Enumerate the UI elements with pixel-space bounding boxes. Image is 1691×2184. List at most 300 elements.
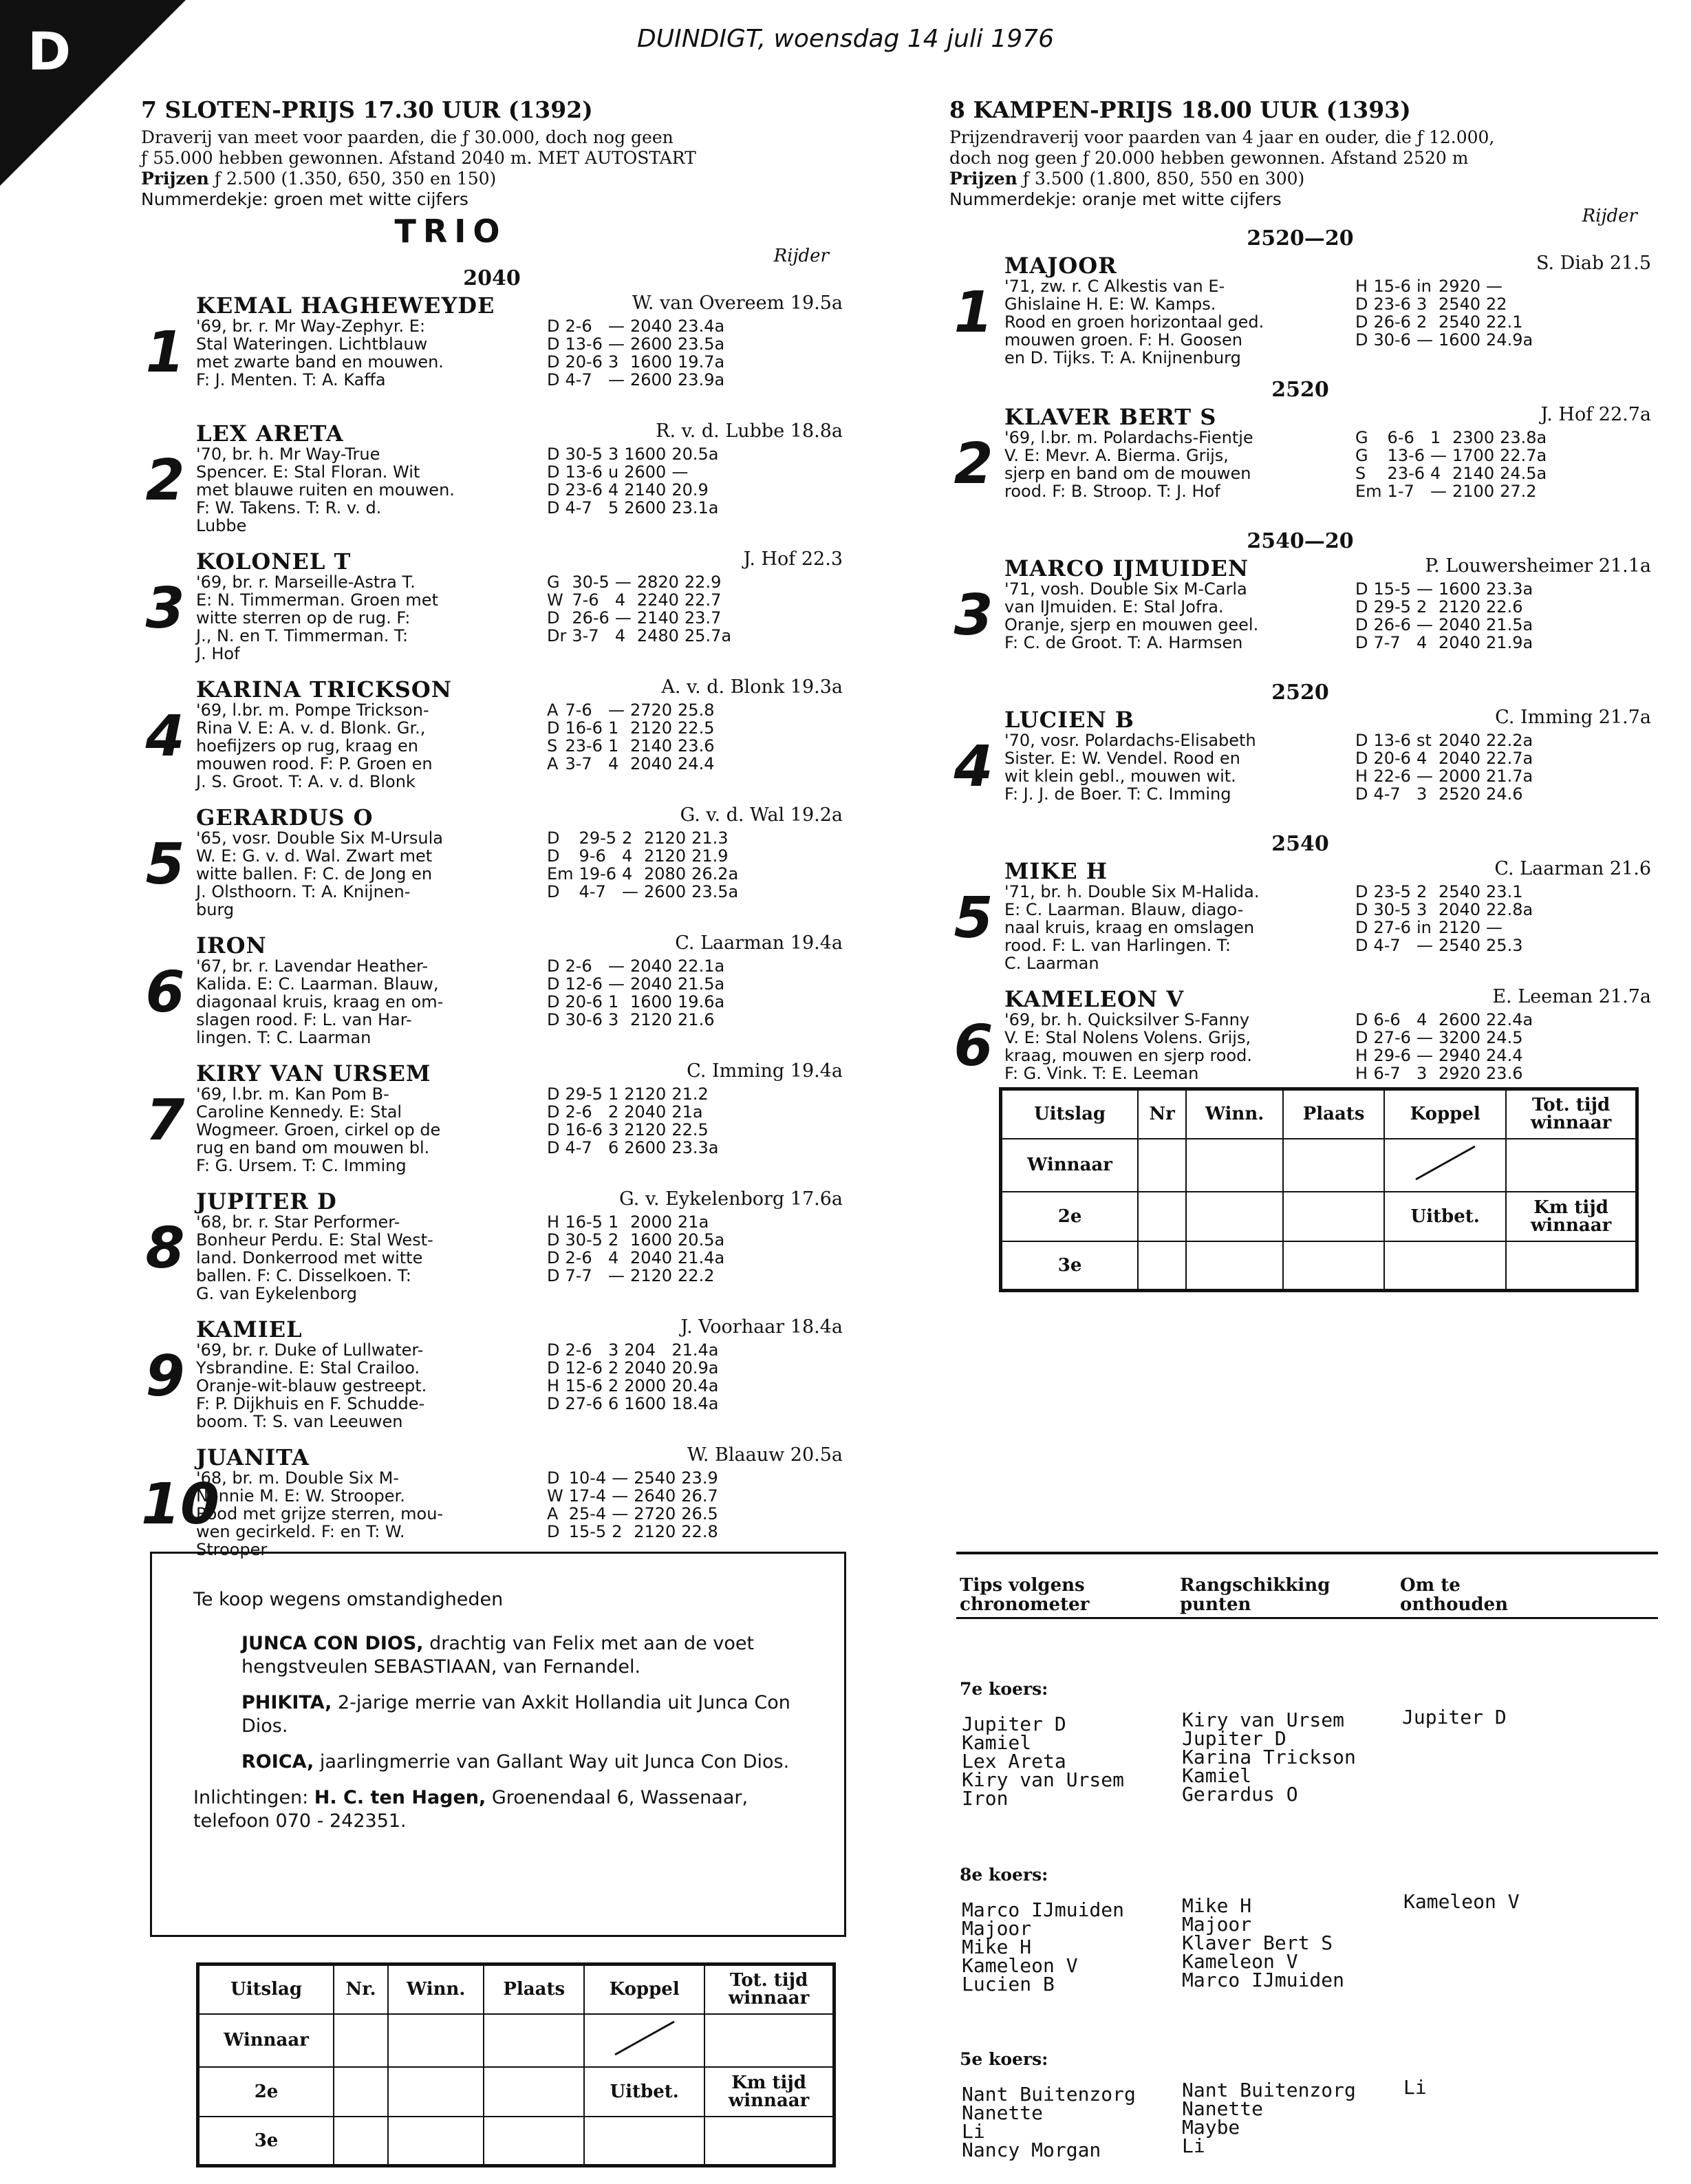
result-cell: H (1355, 767, 1368, 786)
horse-entry (949, 681, 1651, 832)
grid-header-row (1001, 1089, 1637, 1139)
horse-block (141, 932, 843, 1058)
horse-block (949, 253, 1651, 378)
result-cell: D (1355, 1028, 1368, 1047)
horse-block (141, 1188, 843, 1314)
tips-chrono-list: Jupiter D Kamiel Lex Areta Kiry van Ursem Iron (962, 1713, 1125, 1810)
result-cell: D (1355, 882, 1368, 901)
result-row (1355, 1064, 1538, 1082)
horse-name: KAMELEON V (1004, 986, 1185, 1012)
grid-cell (1506, 1241, 1637, 1291)
tips-chrono-list: Nant Buitenzorg Nanette Li Nancy Morgan (962, 2083, 1136, 2161)
result-grid-race-8 (999, 1087, 1639, 1292)
result-cell: 18.4a (671, 1394, 719, 1413)
horse-rider: C. Imming 21.7a (1495, 707, 1651, 728)
result-cell: A (547, 700, 559, 720)
result-cell: 30-5 (565, 1230, 603, 1250)
horse-block (141, 420, 843, 546)
result-cell: 2120 (644, 828, 687, 848)
grid-cell (1138, 1192, 1186, 1241)
advert-item (193, 1691, 803, 1738)
result-cell: 5 (607, 498, 619, 517)
result-row (1355, 1047, 1538, 1064)
horse-rider: W. Blaauw 20.5a (687, 1444, 843, 1466)
result-row (1355, 634, 1538, 652)
result-cell: 23.4a (678, 317, 725, 336)
result-cell: 2600 (624, 1138, 667, 1157)
result-cell: 29-5 (579, 828, 617, 848)
result-row (547, 1505, 724, 1523)
result-cell: 2-6 (565, 1340, 592, 1360)
result-cell: 2540 (1438, 295, 1481, 314)
horse-number: 3 (145, 576, 185, 641)
horse-entry (141, 676, 843, 802)
grid-cell (334, 2117, 388, 2166)
result-cell: D (547, 1084, 560, 1104)
result-cell: 4 (607, 754, 619, 773)
result-cell: 1700 (1452, 446, 1495, 465)
result-cell: 23.1 (1486, 882, 1523, 901)
result-cell: 4 (614, 626, 626, 645)
result-cell: 21.4a (671, 1340, 719, 1360)
result-row (1355, 429, 1552, 447)
horse-info: '68, br. r. Star Performer- Bonheur Perdu. E: Stal West- land. Donkerrood met witte ballen. F: C. Disselkoen. T: G. van Eykelenborg (196, 1212, 433, 1303)
contact-name: H. C. ten Hagen, (314, 1787, 486, 1808)
result-cell: G (1355, 446, 1368, 465)
result-cell: 2720 (629, 700, 673, 720)
advert-item-name: JUNCA CON DIOS, (241, 1633, 424, 1654)
horse-rider: G. v. Eykelenborg 17.6a (619, 1188, 843, 1210)
koppel-slash-cell (584, 2014, 704, 2067)
horse-results (1355, 1011, 1538, 1082)
race-numbering: Nummerdekje: oranje met witte cijfers (949, 189, 1282, 209)
horse-number: 10 (141, 1472, 220, 1537)
result-cell: 15-5 (568, 1522, 607, 1541)
result-cell: 3 (607, 352, 619, 372)
result-cell: — (607, 1266, 625, 1285)
result-cell: D (547, 846, 560, 866)
result-cell: 4-7 (565, 498, 592, 517)
result-row (1355, 919, 1538, 936)
result-cell: 4 (614, 590, 626, 610)
result-cell: — (1430, 482, 1447, 501)
horse-entry (141, 420, 843, 546)
result-cell: D (1355, 295, 1368, 314)
horse-results (547, 1469, 724, 1541)
result-cell: D (547, 445, 560, 464)
result-cell: 27-6 (565, 1394, 603, 1413)
contact-text: Groenendaal 6, Wassenaar, telefoon 070 - 242351. (193, 1787, 748, 1832)
result-cell: — (614, 572, 632, 592)
result-cell: 3 (607, 1340, 619, 1360)
horse-block (949, 858, 1651, 983)
result-row (1355, 883, 1538, 901)
result-cell: G (547, 572, 560, 592)
result-cell: 22-6 (1373, 767, 1411, 786)
grid-header-row (198, 1964, 834, 2014)
horse-info: '69, br. h. Quicksilver S-Fanny V. E: Stal Nolens Volens. Grijs, kraag, mouwen en sjerp rood. F: G. Vink. T: E. Leeman (1004, 1010, 1253, 1083)
result-cell: D (1355, 312, 1368, 332)
horse-results (1355, 580, 1538, 652)
horse-rider: E. Leeman 21.7a (1492, 986, 1651, 1007)
result-cell: 2040 (629, 956, 673, 976)
result-cell: Em (1355, 482, 1382, 501)
grid-cell (1506, 1139, 1637, 1192)
result-cell: — (612, 1504, 629, 1523)
horse-info: '69, br. r. Duke of Lullwater- Ysbrandine. E: Stal Crailoo. Oranje-wit-blauw gestreept. F: P. Dijkhuis en F. Schudde- boom. T: S. van Leeuwen (196, 1340, 427, 1431)
horse-results (1355, 429, 1552, 500)
grid-cell (388, 2014, 484, 2067)
result-cell: 7-7 (1373, 633, 1401, 652)
result-cell: D (547, 1230, 560, 1250)
result-row (547, 865, 744, 883)
horse-distance: 2520 (1271, 681, 1329, 705)
result-cell: 23-6 (1373, 295, 1411, 314)
result-cell: 21a (671, 1102, 703, 1122)
horse-number: 3 (954, 583, 993, 648)
advert-title: Te koop wegens omstandigheden (193, 1589, 504, 1610)
result-cell: 25.3 (1486, 936, 1523, 955)
result-cell: 2 (622, 828, 633, 848)
horse-info: '69, l.br. m. Polardachs-Fientje V. E: Mevr. A. Bierma. Grijs, sjerp en band om de mouwen rood. F: B. Stroop. T: J. Hof (1004, 428, 1253, 501)
result-cell: D (547, 974, 560, 994)
tips-head-rule (956, 1617, 1658, 1619)
result-cell: 24.6 (1486, 784, 1523, 804)
result-cell: 21.9 (691, 846, 729, 866)
result-cell: 1 (607, 718, 619, 738)
horse-info: '71, vosh. Double Six M-Carla van IJmuiden. E: Stal Jofra. Oranje, sjerp en mouwen geel. F: C. de Groot. T: A. Harmsen (1004, 579, 1259, 652)
horse-info: '67, br. r. Lavendar Heather- Kalida. E: C. Laarman. Blauw, diagonaal kruis, kraag en om- slagen rood. F: L. van Har- lingen. T: C. Laarman (196, 956, 444, 1047)
tips-punten-list: Nant Buitenzorg Nanette Maybe Li (1182, 2079, 1356, 2157)
result-cell: 12-6 (565, 974, 603, 994)
prize-value: ƒ 2.500 (1.350, 650, 350 en 150) (208, 169, 497, 189)
result-cell: 1600 (1438, 579, 1481, 599)
result-cell: G (1355, 428, 1368, 447)
tips-head-onthouden: Om te onthouden (1400, 1575, 1509, 1615)
result-cell: 3 (1416, 1064, 1428, 1083)
result-cell: 23.8a (1500, 428, 1547, 447)
result-cell: 2540 (1438, 312, 1481, 332)
result-cell: 29-6 (1373, 1046, 1411, 1065)
horse-block (141, 676, 843, 802)
result-cell: 2300 (1452, 428, 1495, 447)
result-cell: S (547, 736, 558, 756)
result-cell: u (607, 462, 619, 482)
result-row (1355, 767, 1538, 785)
result-cell: D (547, 370, 560, 389)
result-row (547, 755, 720, 773)
result-row (547, 1249, 730, 1267)
result-cell: 2120 (1438, 597, 1481, 617)
result-row (547, 573, 737, 591)
result-cell: — (607, 700, 625, 720)
result-cell: 23-6 (565, 736, 603, 756)
result-cell: 23-6 (1387, 464, 1425, 483)
horse-rider: J. Voorhaar 18.4a (680, 1316, 843, 1338)
result-cell: 26.7 (681, 1486, 718, 1506)
horse-name: KOLONEL T (196, 548, 352, 575)
tips-onthouden: Kameleon V (1403, 1890, 1520, 1913)
result-cell: 2-6 (565, 956, 592, 976)
race-description: Draverij van meet voor paarden, die ƒ 30.000, doch nog geen ƒ 55.000 hebben gewonnen. Afstand 2040 m. MET AUTOSTART (141, 127, 696, 168)
grid-row-label: 3e (198, 2117, 334, 2166)
result-cell: D (1355, 918, 1368, 937)
result-cell: A (547, 1504, 559, 1523)
result-cell: 1 (607, 736, 619, 756)
horse-results (547, 317, 730, 389)
grid-header: Tot. tijd winnaar (1506, 1089, 1637, 1139)
result-cell: 2120 (644, 846, 687, 866)
horse-list (141, 266, 843, 1570)
horse-results (547, 957, 730, 1029)
result-cell: D (547, 1394, 560, 1413)
race-description: Prijzendraverij voor paarden van 4 jaar en ouder, die ƒ 12.000, doch nog geen ƒ 20.000 hebben gewonnen. Afstand 2520 m (949, 127, 1495, 168)
result-cell: D (547, 1340, 560, 1360)
slash-mark (1408, 1142, 1483, 1184)
result-cell: 2000 (624, 1376, 667, 1395)
horse-results (547, 573, 737, 645)
result-row (547, 1523, 724, 1541)
result-row (547, 1487, 724, 1505)
result-cell: D (1355, 900, 1368, 919)
grid-row (198, 2117, 834, 2166)
uitbet-label: Uitbet. (1384, 1192, 1506, 1241)
result-cell: 2540 (1438, 936, 1481, 955)
result-cell: D (1355, 784, 1368, 804)
result-row (547, 1103, 724, 1121)
result-cell: — (622, 882, 639, 901)
grid-header: Koppel (1384, 1089, 1506, 1139)
result-row (547, 609, 737, 627)
result-cell: D (547, 317, 560, 336)
result-cell: 22.6 (1486, 597, 1523, 617)
grid-cell (1138, 1241, 1186, 1291)
result-cell: 22.5 (671, 1120, 709, 1139)
result-cell: 2600 (624, 498, 667, 517)
result-cell: 30-5 (565, 445, 603, 464)
result-cell: 4 (622, 846, 633, 866)
result-cell: 2-6 (565, 1248, 592, 1267)
result-cell: 16-6 (565, 1120, 603, 1139)
result-cell: 2 (612, 1522, 623, 1541)
contact-label: Inlichtingen: (193, 1787, 314, 1808)
result-cell: 13-6 (1387, 446, 1425, 465)
result-cell: 1 (607, 1084, 619, 1104)
horse-name: GERARDUS O (196, 804, 374, 831)
horse-distance: 2540—20 (1247, 529, 1354, 553)
result-cell: 2000 (1438, 767, 1481, 786)
result-cell: 2720 (634, 1504, 676, 1523)
result-row (547, 463, 724, 481)
tips-section-label: 8e koers: (960, 1865, 1048, 1885)
result-cell: 3 (1416, 784, 1428, 804)
result-row (1355, 331, 1538, 349)
grid-cell (1384, 1241, 1506, 1291)
horse-rider: G. v. d. Wal 19.2a (680, 804, 843, 826)
result-cell: 1600 (629, 352, 673, 372)
grid-row-label: Winnaar (1001, 1139, 1139, 1192)
result-cell: 21.5a (678, 974, 725, 994)
result-row (547, 975, 730, 993)
result-cell: 1600 (1438, 330, 1481, 350)
result-cell: 2140 (636, 608, 679, 628)
result-cell: — (607, 956, 625, 976)
result-cell: 2040 (629, 317, 673, 336)
result-cell: — (614, 608, 632, 628)
result-cell: 22.2 (678, 1266, 715, 1285)
horse-rider: J. Hof 22.7a (1540, 404, 1651, 425)
result-cell: 15-6 (565, 1376, 603, 1395)
result-cell: D (547, 1102, 560, 1122)
grid-row (198, 2014, 834, 2067)
result-cell: 15-6 (1373, 277, 1411, 296)
result-cell: 2000 (629, 1212, 673, 1232)
prize-value: ƒ 3.500 (1.800, 850, 550 en 300) (1017, 169, 1305, 189)
result-cell: 1 (1430, 428, 1441, 447)
horse-number: 6 (145, 960, 185, 1025)
advert-box (150, 1552, 846, 1937)
grid-header: Nr. (334, 1964, 388, 2014)
result-cell: 1 (607, 992, 619, 1011)
result-cell: 21.4a (678, 1248, 725, 1267)
result-cell: 4 (1416, 749, 1428, 768)
prize-label: Prijzen (949, 169, 1017, 189)
result-cell: 3 (607, 445, 619, 464)
horse-number: 4 (954, 734, 993, 800)
horse-results (547, 1341, 724, 1413)
race-title: 8 KAMPEN-PRIJS 18.00 UUR (1393) (949, 96, 1411, 123)
race-numbering: Nummerdekje: groen met witte cijfers (141, 189, 468, 209)
result-cell: in (1416, 277, 1432, 296)
result-row (547, 335, 730, 353)
grid-row (1001, 1192, 1637, 1241)
result-cell: 30-6 (565, 1010, 603, 1029)
horse-entry (949, 378, 1651, 529)
result-cell: 20-6 (565, 352, 603, 372)
race-8-column (949, 96, 1651, 1111)
result-cell: 4 (1430, 464, 1441, 483)
grid-cell (704, 2117, 834, 2166)
horse-info: '69, br. r. Marseille-Astra T. E: N. Timmerman. Groen met witte sterren op de rug. F: J., N. en T. Timmerman. T: J. Hof (196, 572, 438, 663)
horse-distance: 2520—20 (1247, 226, 1354, 250)
result-cell: 21a (678, 1212, 709, 1232)
result-cell: W (547, 590, 563, 610)
result-cell: A (547, 754, 559, 773)
result-row (547, 445, 724, 463)
result-cell: D (547, 1468, 560, 1488)
grid-row-label: 2e (1001, 1192, 1139, 1241)
result-row (547, 1121, 724, 1139)
horse-results (1355, 883, 1538, 954)
result-cell: 2040 (1438, 633, 1481, 652)
horse-info: '70, vosr. Polardachs-Elisabeth Sister. E: W. Vendel. Rood en wit klein gebl., mouwen wit. F: J. J. de Boer. T: C. Imming (1004, 731, 1256, 804)
result-row (547, 591, 737, 609)
result-row (547, 371, 730, 389)
result-cell: 17-4 (568, 1486, 607, 1506)
result-cell: 16-5 (565, 1212, 603, 1232)
result-cell: 29-5 (1373, 597, 1411, 617)
horse-info: '69, l.br. m. Kan Pom B- Caroline Kennedy. E: Stal Wogmeer. Groen, cirkel op de rug en band om mouwen bl. F: G. Ursem. T: C. Imming (196, 1084, 441, 1175)
result-row (547, 1213, 730, 1231)
result-cell: 2040 (629, 1248, 673, 1267)
result-cell: 2 (607, 1376, 619, 1395)
result-cell: D (1355, 597, 1368, 617)
horse-name: MAJOOR (1004, 253, 1117, 279)
result-cell: 2600 (1438, 1010, 1481, 1029)
result-row (1355, 447, 1552, 464)
grid-header: Plaats (484, 1964, 584, 2014)
result-row (547, 1085, 724, 1103)
result-row (1355, 749, 1538, 767)
result-cell: D (547, 352, 560, 372)
horse-block (141, 1444, 843, 1570)
result-cell: 2 (607, 1358, 619, 1378)
grid-cell (1138, 1139, 1186, 1192)
result-cell: 30-5 (572, 572, 610, 592)
result-cell: — (1416, 615, 1433, 634)
horse-name: IRON (196, 932, 267, 959)
result-row (1355, 580, 1538, 598)
grid-row-label: Winnaar (198, 2014, 334, 2067)
result-cell: 22.8 (681, 1522, 718, 1541)
horse-entry (141, 1316, 843, 1442)
result-cell: 1600 (624, 1394, 667, 1413)
horse-name: KIRY VAN URSEM (196, 1060, 431, 1086)
result-row (547, 1341, 724, 1359)
result-cell: 22.7a (1486, 749, 1533, 768)
horse-entry (141, 266, 843, 418)
result-cell: 2080 (644, 864, 687, 884)
result-row (1355, 277, 1538, 295)
result-cell: 23.5a (691, 882, 739, 901)
horse-number: 2 (145, 448, 185, 513)
result-cell: 4-7 (565, 370, 592, 389)
result-cell: 24.4 (1486, 1046, 1523, 1065)
result-cell: 23.9 (681, 1468, 718, 1488)
result-cell: 4 (607, 1248, 619, 1267)
result-cell: 13-6 (1373, 731, 1411, 750)
horse-number: 5 (145, 832, 185, 897)
result-cell: 1600 (629, 1230, 673, 1250)
result-row (547, 499, 724, 517)
horse-info: '69, l.br. m. Pompe Trickson- Rina V. E: A. v. d. Blonk. Gr., hoefijzers op rug, kraag en mouwen rood. F: P. Groen en J. S. Groot. T: A. v. d. Blonk (196, 700, 433, 791)
horse-block (141, 1316, 843, 1442)
result-cell: D (547, 608, 560, 628)
result-row (1355, 482, 1552, 500)
result-cell: 22.1a (678, 956, 725, 976)
result-cell: 4-7 (1373, 936, 1401, 955)
result-cell: 25.8 (678, 700, 715, 720)
result-cell: 2120 (629, 718, 673, 738)
horse-info: '68, br. m. Double Six M- Nonnie M. E: W. Strooper. Rood met grijze sterren, mou- wen gecirkeld. F: en T: W. Strooper (196, 1468, 444, 1559)
grid-row (1001, 1241, 1637, 1291)
result-row (1355, 1029, 1538, 1047)
result-cell: 26.5 (681, 1504, 718, 1523)
horse-name: JUPITER D (196, 1188, 337, 1214)
result-row (547, 737, 720, 755)
prize-label: Prijzen (141, 169, 209, 189)
grid-header: Uitslag (198, 1964, 334, 2014)
result-cell: 25-4 (568, 1504, 607, 1523)
horse-name: KAMIEL (196, 1316, 303, 1342)
result-cell: 2120 (624, 1084, 667, 1104)
result-cell: 7-7 (565, 1266, 592, 1285)
result-row (1355, 1011, 1538, 1029)
result-cell: 19.7a (678, 352, 725, 372)
result-cell: 2480 (636, 626, 679, 645)
result-cell: W (547, 1486, 563, 1506)
tips-head-chronometer: Tips volgens chronometer (960, 1575, 1090, 1615)
